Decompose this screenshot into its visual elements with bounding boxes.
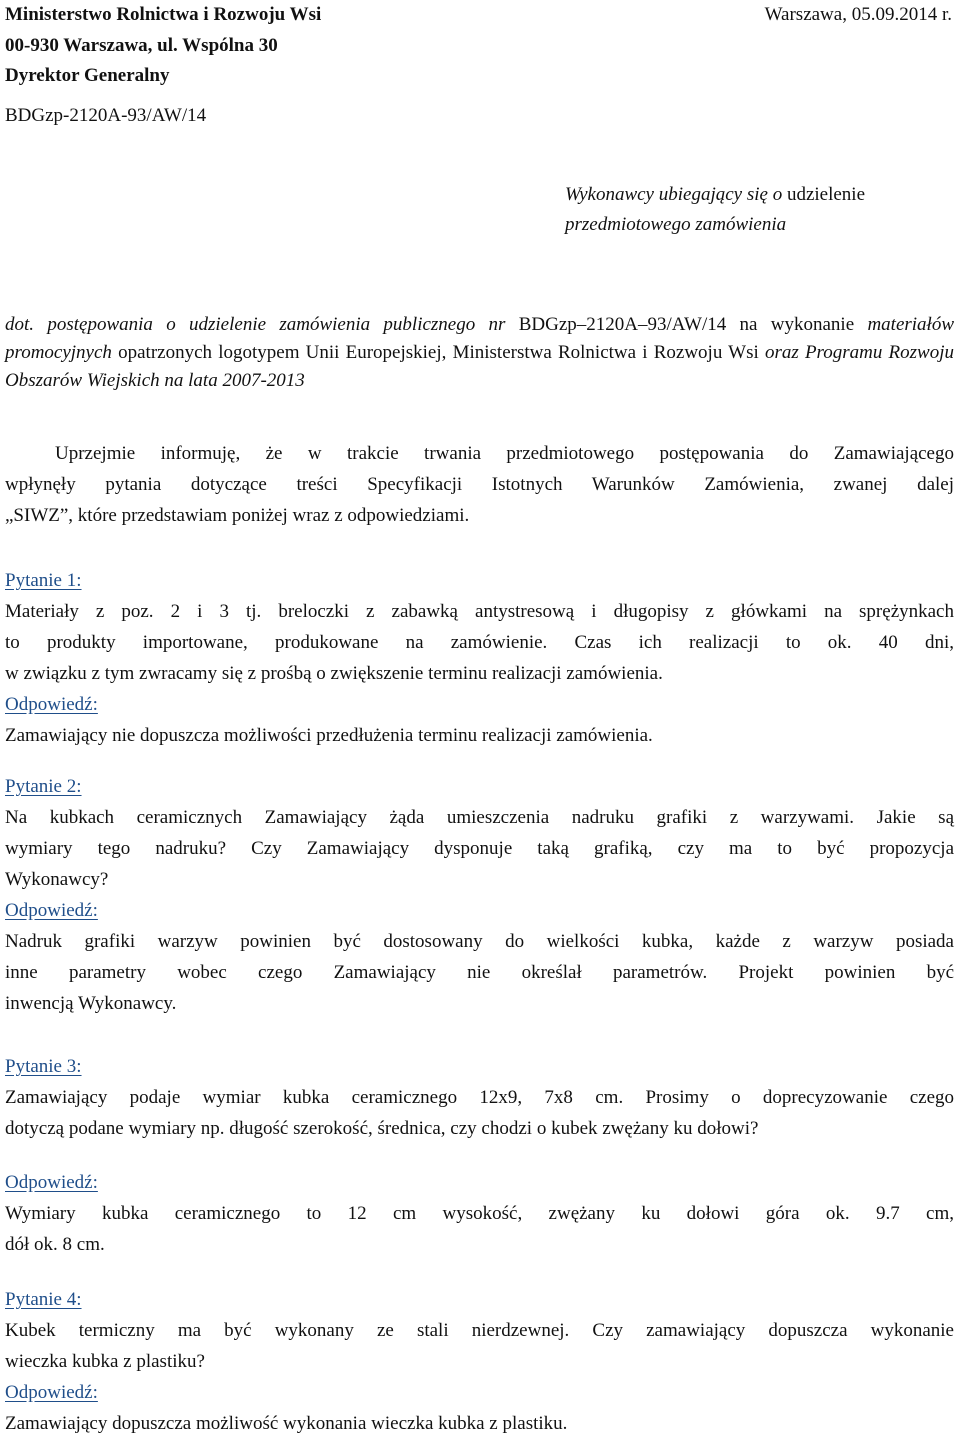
subject-part-5: oraz Programu Rozwoju Obszarów Wiejskich na lata 2007-2013 (5, 342, 954, 391)
intro-paragraph (5, 439, 954, 532)
recipient-line-1-rest: udzielenie (782, 184, 866, 205)
question-1-line-2: to produkty importowane, produkowane na zamówienie. Czas ich realizacji to ok. 40 dni, (5, 632, 954, 653)
question-1-line-1: Materiały z poz. 2 i 3 tj. breloczki z zabawką antystresową i długopisy z główkami na sprężynkach (5, 601, 954, 622)
sender-ministry: Ministerstwo Rolnictwa i Rozwoju Wsi (5, 4, 322, 25)
intro-line-3: „SIWZ”, które przedstawiam poniżej wraz z odpowiedziami. (5, 505, 470, 526)
reference-number: BDGzp-2120A-93/AW/14 (5, 105, 207, 126)
question-2-line-1: Na kubkach ceramicznych Zamawiający żąda umieszczenia nadruku grafiki z warzywami. Jakie są (5, 807, 954, 828)
question-3-line-2: dotyczą podane wymiary np. długość szerokość, średnica, czy chodzi o kubek zwężany ku dołowi? (5, 1118, 759, 1139)
recipient-block (565, 180, 865, 240)
question-2 (5, 772, 954, 1020)
answer-2-line-2: inne parametry wobec czego Zamawiający nie określał parametrów. Projekt powinien być (5, 962, 954, 983)
question-4-line-2: wieczka kubka z plastiku? (5, 1351, 205, 1372)
recipient-line-1-italic: Wykonawcy ubiegający się o (565, 184, 783, 205)
question-4-line-1: Kubek termiczny ma być wykonany ze stali nierdzewnej. Czy zamawiający dopuszcza wykonanie (5, 1320, 954, 1341)
question-4 (5, 1285, 954, 1440)
letter-subject (5, 311, 954, 395)
subject-part-4: opatrzonych logotypem Unii Europejskiej, Ministerstwa Rolnictwa i Rozwoju Wsi (111, 342, 765, 363)
answer-2-line-3: inwencją Wykonawcy. (5, 993, 177, 1014)
answer-1-title: Odpowiedź: (5, 694, 98, 715)
sender-address: 00-930 Warszawa, ul. Wspólna 30 (5, 34, 278, 56)
intro-line-1: Uprzejmie informuję, że w trakcie trwania przedmiotowego postępowania do Zamawiającego (55, 443, 954, 464)
question-2-line-2: wymiary tego nadruku? Czy Zamawiający dysponuje taką grafiką, czy ma to być propozycja (5, 838, 954, 859)
question-2-line-3: Wykonawcy? (5, 869, 109, 890)
intro-line-2: wpłynęły pytania dotyczące treści Specyfikacji Istotnych Warunków Zamówienia, zwanej dalej (5, 474, 954, 495)
answer-4-line-1: Zamawiający dopuszcza możliwość wykonania wieczka kubka z plastiku. (5, 1413, 568, 1434)
question-1-title: Pytanie 1: (5, 570, 82, 591)
question-3-title: Pytanie 3: (5, 1056, 82, 1077)
question-3 (5, 1052, 954, 1261)
subject-part-2: BDGzp–2120A–93/AW/14 na wykonanie (505, 314, 868, 335)
letter-date: Warszawa, 05.09.2014 r. (764, 4, 952, 25)
sender-block (5, 0, 321, 92)
recipient-line-2: przedmiotowego zamówienia (565, 214, 787, 235)
answer-3-line-2: dół ok. 8 cm. (5, 1234, 105, 1255)
answer-1-line-1: Zamawiający nie dopuszcza możliwości przedłużenia terminu realizacji zamówienia. (5, 725, 653, 746)
question-3-line-1: Zamawiający podaje wymiar kubka ceramicznego 12x9, 7x8 cm. Prosimy o doprecyzowanie czego (5, 1087, 954, 1108)
subject-part-1: dot. postępowania o udzielenie zamówienia publicznego nr (5, 314, 506, 335)
recipient-line-1 (565, 180, 865, 210)
question-1 (5, 566, 954, 752)
answer-2-line-1: Nadruk grafiki warzyw powinien być dostosowany do wielkości kubka, każde z warzyw posiada (5, 931, 954, 952)
sender-position: Dyrektor Generalny (5, 65, 170, 86)
answer-3-line-1: Wymiary kubka ceramicznego to 12 cm wysokość, zwężany ku dołowi góra ok. 9.7 cm, (5, 1203, 954, 1224)
answer-3-title: Odpowiedź: (5, 1172, 98, 1193)
subject-part-3: materiałów promocyjnych (5, 314, 954, 363)
answer-4-title: Odpowiedź: (5, 1382, 98, 1403)
answer-2-title: Odpowiedź: (5, 900, 98, 921)
question-2-title: Pytanie 2: (5, 776, 82, 797)
question-4-title: Pytanie 4: (5, 1289, 82, 1310)
question-1-line-3: w związku z tym zwracamy się z prośbą o zwiększenie terminu realizacji zamówienia. (5, 663, 663, 684)
